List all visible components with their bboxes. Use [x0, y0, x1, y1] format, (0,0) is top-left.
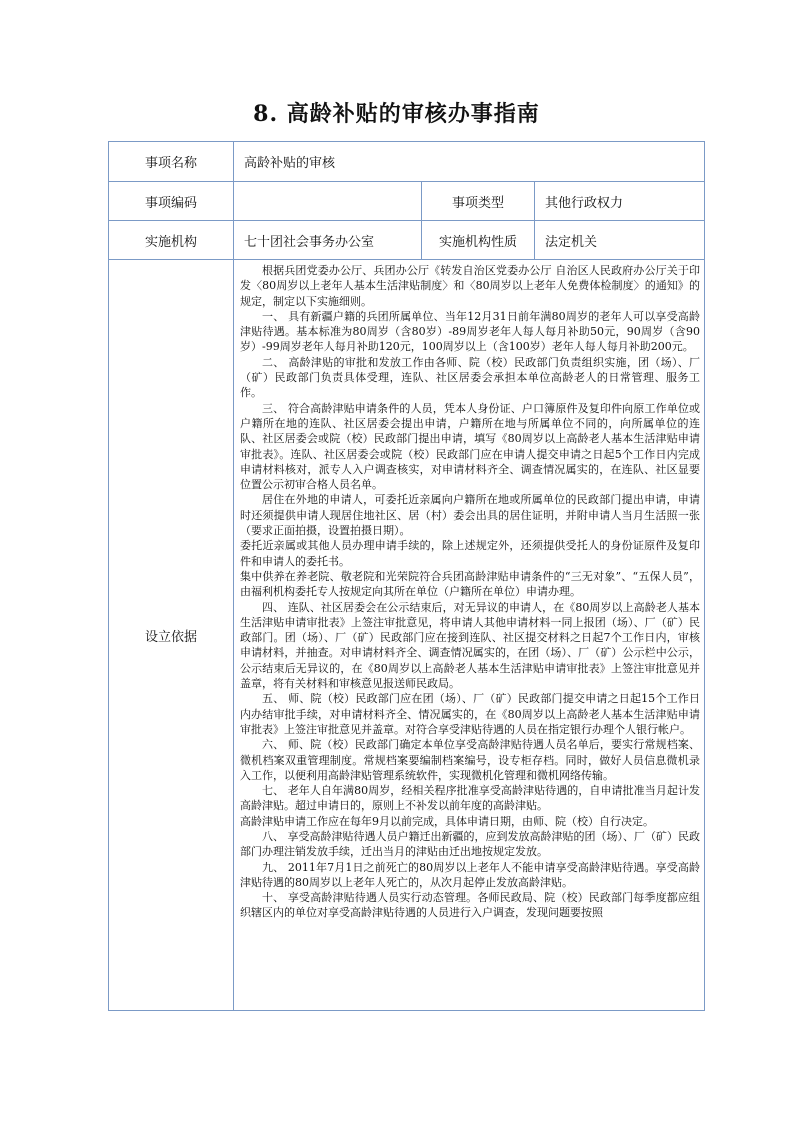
basis-paragraph: 十、 享受高龄津贴待遇人员实行动态管理。各师民政局、院（校）民政部门每季度都应组织辖区内的单位对享受高龄津贴待遇的人员进行入户调查，发现问题要按照 [240, 891, 701, 920]
legal-basis-text [234, 260, 705, 1011]
basis-paragraph: 五、 师、院（校）民政部门应在团（场）、厂（矿）民政部门提交申请之日起15个工作日内办结审批手续，对申请材料齐全、情况属实的，在《80周岁以上高龄老人基本生活津贴申请审批表》上签注审批意见并盖章。对符合享受津贴待遇的人员在指定银行办理个人银行帐户。 [240, 692, 701, 736]
basis-paragraph: 委托近亲属或其他人员办理申请手续的，除上述规定外，还须提供受托人的身份证原件及复印件和申请人的委托书。 [240, 539, 701, 568]
label-item-code: 事项编码 [109, 182, 234, 221]
basis-paragraph: 根据兵团党委办公厅、兵团办公厅《转发自治区党委办公厅 自治区人民政府办公厅关于印发〈80周岁以上老年人基本生活津贴制度〉和〈80周岁以上老年人免费体检制度〉的通知》的规定，制定以下实施细则。 [240, 264, 701, 308]
row-implementing-org [109, 221, 705, 260]
value-implementing-org: 七十团社会事务办公室 [234, 221, 422, 260]
basis-paragraph: 一、 具有新疆户籍的兵团所属单位、当年12月31日前年满80周岁的老年人可以享受高龄津贴待遇。基本标准为80周岁（含80岁）-89周岁老年人每人每月补助50元，90周岁（含90岁）-99周岁老年人每月补助120元，100周岁以上（含100岁）老年人每人每月补助200元。 [240, 309, 701, 354]
row-legal-basis [109, 260, 705, 1011]
basis-paragraph: 居住在外地的申请人，可委托近亲属向户籍所在地或所属单位的民政部门提出申请，申请时还须提供申请人现居住地社区、居（村）委会出具的居住证明，并附申请人当月生活照一张（要求正面拍摄，设置拍摄日期）。 [240, 493, 701, 538]
basis-paragraph: 七、 老年人自年满80周岁，经相关程序批准享受高龄津贴待遇的，自申请批准当月起计发高龄津贴。超过申请日的，原则上不补发以前年度的高龄津贴。 [240, 784, 701, 813]
value-item-type: 其他行政权力 [535, 182, 705, 221]
document-title: 8. 高龄补贴的审核办事指南 [253, 101, 540, 127]
basis-paragraph: 四、 连队、社区居委会在公示结束后，对无异议的申请人，在《80周岁以上高龄老人基本生活津贴申请审批表》上签注审批意见，将申请人其他申请材料一同上报团（场）、厂（矿）民政部门。团（场）、厂（矿）民政部门应在接到连队、社区提交材料之日起7个工作日内，审核申请材料，并抽查。对申请材料齐全、调查情况属实的，在团（场）、厂（矿）公示栏中公示，公示结束后无异议的，在《80周岁以上高龄老人基本生活津贴申请审批表》上签注审批意见并盖章，将有关材料和审核意见报送师民政局。 [240, 600, 701, 691]
value-item-code [234, 182, 422, 221]
row-item-name [109, 142, 705, 182]
service-guide-table [108, 141, 705, 1011]
label-item-name: 事项名称 [109, 142, 234, 182]
label-item-type: 事项类型 [422, 182, 535, 221]
label-implementing-org: 实施机构 [109, 221, 234, 260]
basis-paragraph: 三、 符合高龄津贴申请条件的人员，凭本人身份证、户口簿原件及复印件向原工作单位或户籍所在地的连队、社区居委会提出申请，户籍所在地与所属单位不同的，向所属单位的连队、社区居委会或院（校）民政部门提出申请，填写《80周岁以上高龄老人基本生活津贴申请审批表》。连队、社区居委会或院（校）民政部门应在申请人提交申请之日起5个工作日内完成申请材料核对，派专人入户调查核实，对申请材料齐全、调查情况属实的，在连队、社区显要位置公示初审合格人员名单。 [240, 401, 701, 492]
row-item-code [109, 182, 705, 221]
basis-paragraph: 八、 享受高龄津贴待遇人员户籍迁出新疆的，应到发放高龄津贴的团（场）、厂（矿）民政部门办理注销发放手续，迁出当月的津贴由迁出地按规定发放。 [240, 829, 701, 859]
basis-paragraph: 集中供养在养老院、敬老院和光荣院符合兵团高龄津贴申请条件的“三无对象”、“五保人员”，由福利机构委托专人按规定向其所在单位（户籍所在单位）申请办理。 [240, 569, 701, 599]
label-org-nature: 实施机构性质 [422, 221, 535, 260]
value-org-nature: 法定机关 [535, 221, 705, 260]
label-legal-basis: 设立依据 [109, 260, 234, 1011]
basis-paragraph: 高龄津贴申请工作应在每年9月以前完成，具体申请日期，由师、院（校）自行决定。 [240, 814, 654, 828]
basis-paragraph: 六、 师、院（校）民政部门确定本单位享受高龄津贴待遇人员名单后，要实行常规档案、微机档案双重管理制度。常规档案要编制档案编号，设专柜存档。同时，做好人员信息微机录入工作，以便利用高龄津贴管理系统软件，实现微机化管理和微机网络传输。 [240, 738, 701, 782]
basis-paragraph: 九、 2011年7月1日之前死亡的80周岁以上老年人不能申请享受高龄津贴待遇。享受高龄津贴待遇的80周岁以上老年人死亡的，从次月起停止发放高龄津贴。 [240, 860, 701, 889]
basis-paragraph: 二、 高龄津贴的审批和发放工作由各师、院（校）民政部门负责组织实施，团（场）、厂（矿）民政部门负责具体受理，连队、社区居委会承担本单位高龄老人的日常管理、服务工作。 [240, 355, 701, 400]
value-item-name: 高龄补贴的审核 [234, 142, 705, 182]
